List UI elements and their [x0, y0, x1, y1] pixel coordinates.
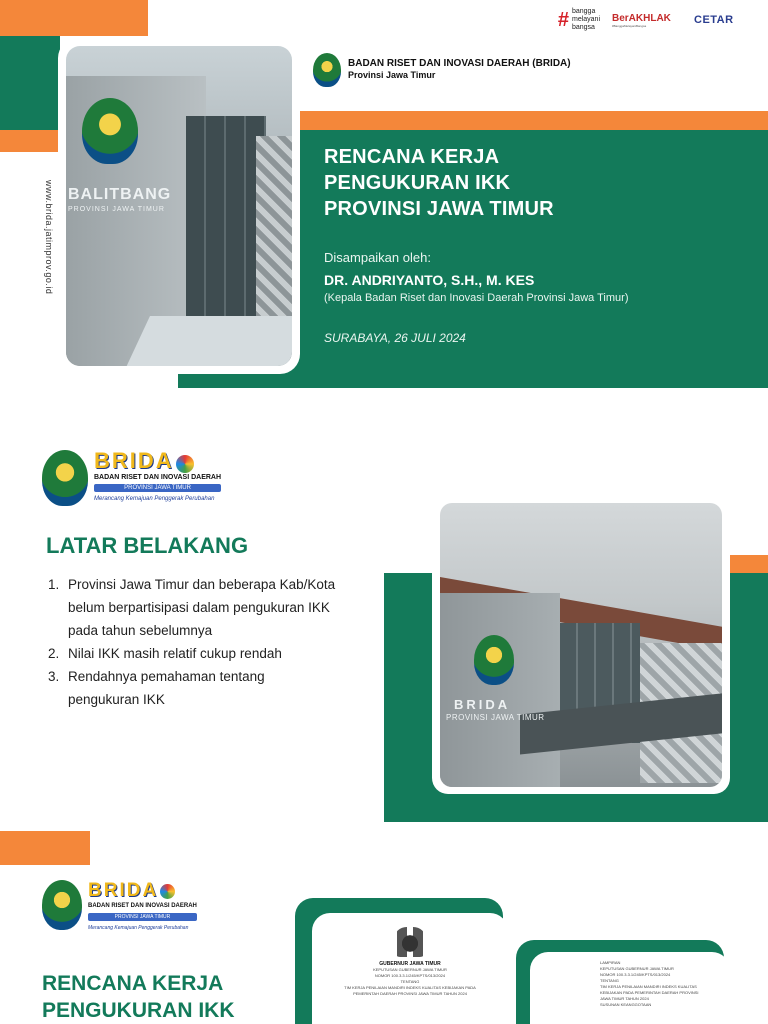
org-name: BADAN RISET DAN INOVASI DAERAH (BRIDA)	[348, 58, 571, 69]
photo-sign-province: PROVINSI JAWA TIMUR	[446, 713, 545, 722]
berakhlak-logo: BerAKHLAK #BanggaMelayaniBangsa	[612, 12, 671, 28]
website-url-vertical[interactable]: www.brida.jatimprov.go.id	[44, 180, 54, 295]
list-item: 3. Rendahnya pemahaman tentang pengukuran IKK	[48, 669, 265, 707]
photo-sign-province: PROVINSI JAWA TIMUR	[68, 206, 165, 213]
list-item: 1. Provinsi Jawa Timur dan beberapa Kab/Kota belum berpartisipasi dalam pengukuran IKK pada tahun sebelumnya	[48, 577, 336, 638]
section-title-latar-belakang: LATAR BELAKANG	[46, 533, 249, 558]
photo-sign-brida: BRIDA	[454, 697, 511, 712]
east-java-emblem-icon	[42, 450, 88, 506]
brida-logo: BRIDA BADAN RISET DAN INOVASI DAERAH PROVINSI JAWA TIMUR Merancang Kemajuan Penggerak Perubahan	[42, 450, 221, 506]
decree-document-1: GUBERNUR JAWA TIMUR KEPUTUSAN GUBERNUR JAWA TIMUR NOMOR 100.3.3.1/245/KPTS/013/2024 TENTANG TIM KERJA PENILAIAN MANDIRI INDEKS KUALITAS KEBIJAKAN PADA PEMERINTAH DAERAH PROVINSI JAWA TIMUR TAHUN 2024	[312, 913, 508, 1024]
header-logos	[558, 8, 744, 32]
decree-document-2: LAMPIRAN KEPUTUSAN GUBERNUR JAWA TIMUR NOMOR 100.3.3.1/245/KPTS/013/2024 TENTANG TIM KERJA PENILAIAN MANDIRI INDEKS KUALITAS KEBIJAKAN PADA PEMERINTAH DAERAH PROVINSI JAWA TIMUR TAHUN 2024 SUSUNAN KEANGGOTAAN	[530, 952, 730, 1024]
orange-accent-right	[730, 555, 768, 573]
cetar-logo: CETAR	[694, 14, 734, 26]
east-java-emblem-icon	[313, 53, 341, 87]
presenter-role: (Kepala Badan Riset dan Inovasi Daerah Provinsi Jawa Timur)	[324, 292, 629, 304]
hashtag-icon: #	[557, 9, 569, 31]
orange-accent-bottom-left	[0, 831, 90, 865]
building-photo-balitbang	[66, 46, 292, 366]
presentation-date: SURABAYA, 26 JULI 2024	[324, 331, 466, 345]
presentation-title: RENCANA KERJA PENGUKURAN IKK PROVINSI JAWA TIMUR	[324, 146, 554, 220]
building-photo-brida	[440, 503, 722, 787]
orange-strip-title	[300, 111, 768, 130]
bangga-melayani-bangsa-logo: # bangga melayani bangsa	[557, 8, 600, 31]
east-java-emblem-icon	[82, 98, 138, 164]
background-list	[48, 573, 338, 711]
org-province: Provinsi Jawa Timur	[348, 70, 436, 80]
brida-circle-icon	[176, 455, 194, 473]
green-block-top-left	[0, 36, 60, 130]
east-java-emblem-icon	[474, 635, 514, 685]
brida-logo: BRIDA BADAN RISET DAN INOVASI DAERAH PROVINSI JAWA TIMUR Merancang Kemajuan Penggerak Perubahan	[42, 880, 197, 931]
orange-accent-top-left	[0, 0, 148, 36]
section-title-rencana-kerja: RENCANA KERJA PENGUKURAN IKK	[42, 972, 235, 1022]
list-item: 2. Nilai IKK masih relatif cukup rendah	[48, 646, 282, 661]
brida-circle-icon	[160, 884, 175, 899]
east-java-emblem-icon	[42, 880, 82, 930]
garuda-emblem-icon	[394, 927, 426, 957]
orange-accent-left	[0, 130, 60, 152]
photo-sign-balitbang: BALITBANG	[68, 186, 172, 203]
presented-by-label: Disampaikan oleh:	[324, 250, 431, 265]
presenter-name: DR. ANDRIYANTO, S.H., M. KES	[324, 272, 535, 288]
